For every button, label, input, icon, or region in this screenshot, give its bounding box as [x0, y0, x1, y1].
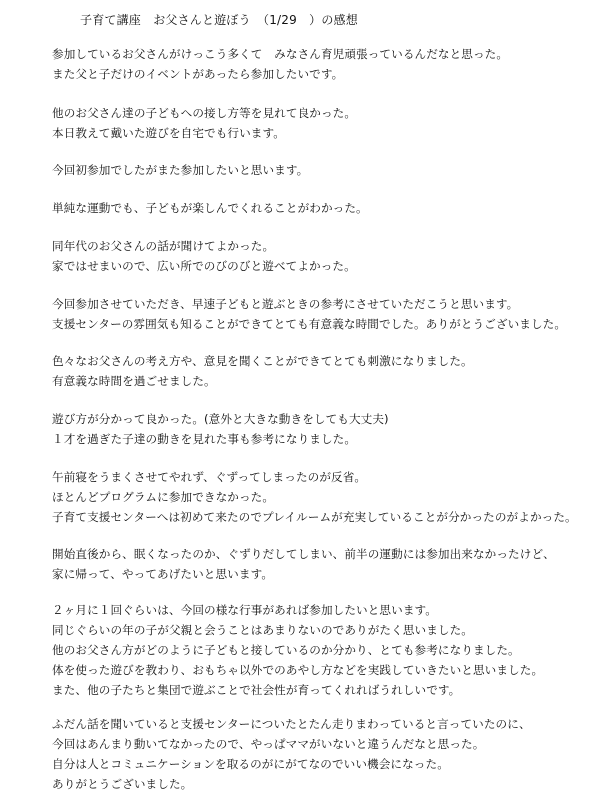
comment-line: 体を使った遊びを教わり、おもちゃ以外でのあやし方などを実践していきたいと思いました。 [52, 663, 544, 677]
comment-line: 遊び方が分かって良かった。(意外と大きな動きをしても大丈夫) [52, 412, 389, 426]
comment-line: 自分は人とコミュニケーションを取るのがにがてなのでいい機会になった。 [52, 757, 449, 771]
comment-line: また父と子だけのイベントがあったら参加したいです。 [52, 67, 344, 81]
comment-line: ふだん話を聞いていると支援センターについたとたん走りまわっていると言っていたのに、 [52, 717, 531, 731]
page-title: 子育て講座 お父さんと遊ぼう （1/29 ）の感想 [80, 13, 358, 27]
comment-line: 単純な運動でも、子どもが楽しんでくれることがわかった。 [52, 201, 368, 215]
comment-line: 今回初参加でしたがまた参加したいと思います。 [52, 163, 309, 177]
comment-line: 他のお父さん方がどのように子どもと接しているのか分かり、とても参考になりました。 [52, 643, 520, 657]
comment-line: 家に帰って、やってあげたいと思います。 [52, 567, 274, 581]
comment-line: ほとんどプログラムに参加できなかった。 [52, 490, 275, 504]
comment-line: ２ヶ月に１回ぐらいは、今回の様な行事があれば参加したいと思います。 [52, 603, 437, 617]
comment-line: 支援センターの雰囲気も知ることができてとても有意義な時間でした。ありがとうございました。 [52, 317, 567, 331]
comment-line: 午前寝をうまくさせてやれず、ぐずってしまったのが反省。 [52, 470, 367, 484]
comment-line: 家ではせまいので、広い所でのびのびと遊べてよかった。 [52, 259, 356, 273]
comment-line: 開始直後から、眠くなったのか、ぐずりだしてしまい、前半の運動には参加出来なかったけど、 [52, 547, 555, 561]
comment-line: 同じぐらいの年の子が父親と会うことはあまりないのでありがたく思いました。 [52, 623, 473, 637]
comment-line: ありがとうございました。 [52, 777, 193, 791]
comment-line: 本日教えて戴いた遊びを自宅でも行います。 [52, 126, 285, 140]
comment-line: 同年代のお父さんの話が聞けてよかった。 [52, 239, 275, 253]
comment-line: 色々なお父さんの考え方や、意見を聞くことができてとても刺激になりました。 [52, 354, 473, 368]
comment-line: 参加しているお父さんがけっこう多くて みなさん育児頑張っているんだなと思った。 [52, 47, 509, 61]
comment-line: １才を過ぎた子達の動きを見れた事も参考になりました。 [52, 432, 357, 446]
comment-line: 子育て支援センターへは初めて来たのでプレイルームが充実していることが分かったのがよかった。 [52, 510, 577, 524]
comment-line: 今回はあんまり動いてなかったので、やっぱママがいないと違うんだなと思った。 [52, 737, 485, 751]
comment-line: 他のお父さん達の子どもへの接し方等を見れて良かった。 [52, 106, 357, 120]
comment-line: 有意義な時間を過ごせました。 [52, 374, 216, 388]
comment-line: 今回参加させていただき、早速子どもと遊ぶときの参考にさせていただこうと思います。 [52, 297, 519, 311]
comment-line: また、他の子たちと集団で遊ぶことで社会性が育ってくれればうれしいです。 [52, 683, 461, 697]
